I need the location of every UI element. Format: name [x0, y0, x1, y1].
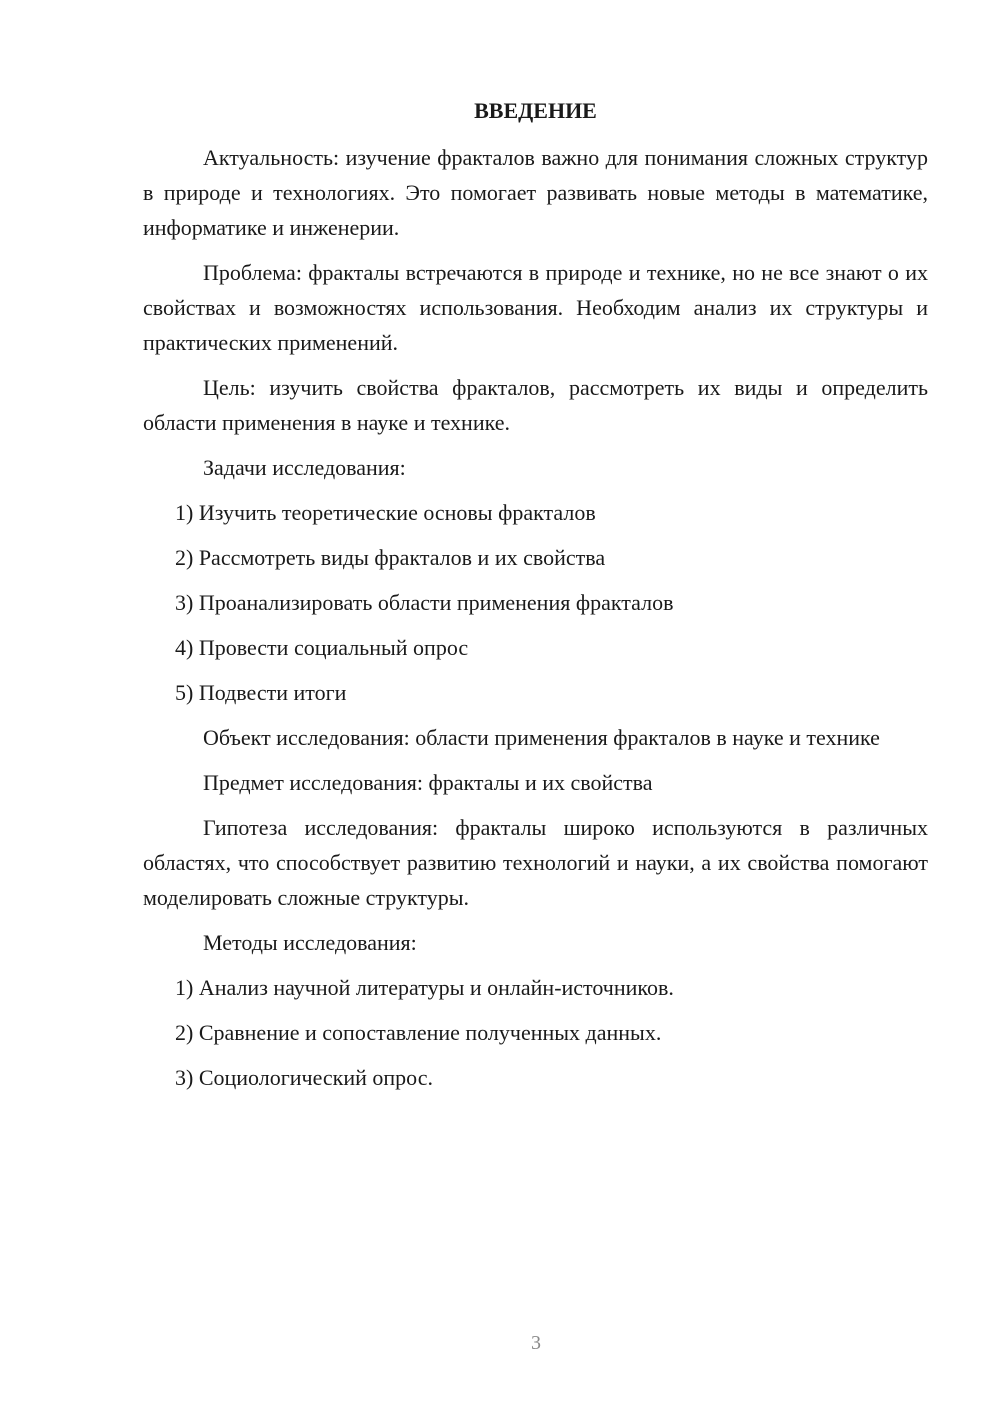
list-item: 3) Проанализировать области применения фракталов: [175, 590, 674, 615]
methods-heading: Методы исследования:: [203, 930, 417, 955]
paragraph-goal: Цель: изучить свойства фракталов, рассмотреть их виды и определить области применения в науке и технике.: [143, 375, 928, 435]
list-item: 5) Подвести итоги: [175, 680, 347, 705]
tasks-heading: Задачи исследования:: [203, 455, 406, 480]
list-item: 3) Социологический опрос.: [175, 1065, 433, 1090]
list-item: 2) Сравнение и сопоставление полученных данных.: [175, 1020, 662, 1045]
document-body: [143, 93, 928, 1105]
paragraph-problem: Проблема: фракталы встречаются в природе и технике, но не все знают о их свойствах и возможностях использования. Необходим анализ их структуры и практических применений.: [143, 260, 928, 355]
page-title: ВВЕДЕНИЕ: [474, 98, 597, 123]
list-item: 1) Анализ научной литературы и онлайн-источников.: [175, 975, 674, 1000]
list-item: 4) Провести социальный опрос: [175, 635, 469, 660]
list-item: 1) Изучить теоретические основы фракталов: [175, 500, 596, 525]
tasks-list: [143, 495, 928, 710]
paragraph-subject: Предмет исследования: фракталы и их свойства: [203, 770, 653, 795]
paragraph-object: Объект исследования: области применения фракталов в науке и технике: [203, 725, 880, 750]
paragraph-hypothesis: Гипотеза исследования: фракталы широко используются в различных областях, что способствует развитию технологий и науки, а их свойства помогают моделировать сложные структуры.: [143, 815, 928, 910]
methods-list: [143, 970, 928, 1095]
page-number: 3: [531, 1332, 541, 1354]
list-item: 2) Рассмотреть виды фракталов и их свойства: [175, 545, 606, 570]
paragraph-actuality: Актуальность: изучение фракталов важно для понимания сложных структур в природе и технологиях. Это помогает развивать новые методы в математике, информатике и инженерии.: [143, 145, 928, 240]
